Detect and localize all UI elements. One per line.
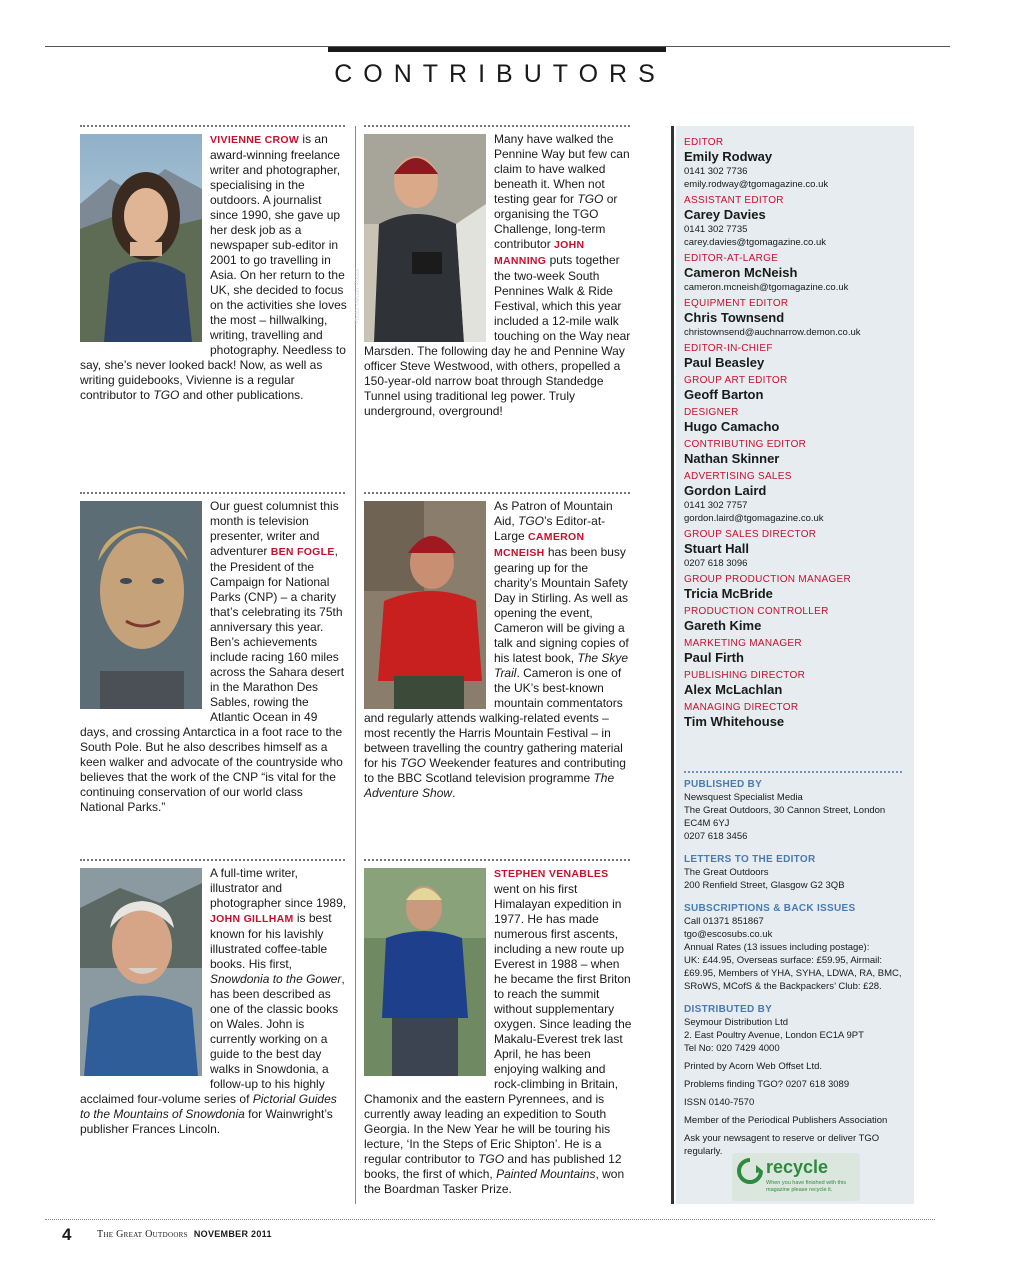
info-line: The Great Outdoors, 30 Cannon Street, London EC4M 6YJ [684, 805, 886, 829]
staff-entry [684, 406, 908, 435]
bio-text: . [452, 786, 456, 800]
dotted-rule [80, 125, 345, 127]
info-line: Newsquest Specialist Media [684, 792, 803, 803]
staff-entry [684, 297, 908, 339]
magazine-name: The Great Outdoors [97, 1229, 188, 1240]
staff-role: GROUP ART EDITOR [684, 375, 788, 386]
photo-vivienne-crow [80, 134, 202, 342]
staff-entry [684, 438, 908, 467]
recycle-logo [732, 1153, 860, 1201]
photo-john-manning [355, 134, 486, 342]
page-number: 4 [62, 1225, 72, 1244]
bio-italic: The Adventure Show [364, 771, 615, 800]
info-line: 0207 618 3456 [684, 831, 748, 842]
staff-role: EDITOR [684, 137, 724, 148]
page-title: CONTRIBUTORS [334, 60, 666, 88]
bio-text: , has been described as one of the classic books on Wales. John is currently working on a guide to the best day walks in Snowdonia, a follow-up to his highly acclaimed four-volume series of [80, 972, 345, 1106]
staff-role: DESIGNER [684, 407, 739, 418]
staff-list [684, 133, 908, 730]
bio-text: and has published 12 books, the first of which, [364, 1152, 622, 1181]
staff-role: EQUIPMENT EDITOR [684, 298, 789, 309]
info-line: 2. East Poultry Avenue, London EC1A 9PT [684, 1030, 864, 1041]
recycle-icon [736, 1157, 764, 1185]
section-heading: DISTRIBUTED BY [684, 1004, 773, 1015]
dotted-rule [364, 492, 630, 494]
contributor-name: CAMERON MCNEISH [494, 531, 585, 559]
bio-italic: TGO [518, 514, 545, 528]
staff-name: Nathan Skinner [684, 451, 780, 466]
staff-name: Hugo Camacho [684, 419, 780, 434]
bio-text: , the President of the Campaign for National Parks (CNP) – a charity that’s celebrating its 75th anniversary this year. Ben’s achievements include racing 160 miles across the Sahara desert in the Marathon Des Sables, rowing the Atlantic Ocean in 49 days, and crossing Antarctica in a foot race to the South Pole. But he also describes himself as a keen walker and advocate of the countryside who believes that the work of the CNP “is vital for the continuing conservation of our world class National Parks.” [80, 544, 345, 814]
bio-text: Many have walked the Pennine Way but few can claim to have walked beneath it. When not testing gear for [494, 132, 630, 206]
section-heading: LETTERS TO THE EDITOR [684, 854, 816, 865]
footer-rule [45, 1219, 935, 1220]
staff-phone: 0207 618 3096 [684, 558, 748, 569]
staff-entry [684, 669, 908, 698]
bio-text: and other publications. [179, 388, 304, 402]
bio-john-gillham [80, 866, 348, 1137]
contributor-name: VIVIENNE CROW [210, 134, 300, 146]
bio-cameron-mcneish [364, 499, 632, 801]
staff-role: PUBLISHING DIRECTOR [684, 670, 806, 681]
info-line: Member of the Periodical Publishers Association [684, 1115, 888, 1126]
bio-text: is an award-winning freelance writer and photographer, specialising in the outdoors. A journalist since 1990, she gave up her desk job as a newspaper sub-editor in 2001 to go travelling in Asia. On her return to the UK, she decided to focus on the activities she loves the most – hillwalking, writing, travelling and photography. Needless to say, she’s never looked back! Now, as well as writing guidebooks, Vivienne is a regular contributor to [80, 132, 347, 402]
photo-credit: Photo: Alistair Pooler [355, 268, 361, 324]
dotted-rule [80, 492, 345, 494]
staff-entry [684, 605, 908, 634]
staff-role: GROUP PRODUCTION MANAGER [684, 574, 852, 585]
bio-italic: The Skye Trail [494, 651, 629, 680]
bio-italic: Painted Mountains [496, 1167, 596, 1181]
staff-entry [684, 252, 908, 294]
staff-name: Emily Rodway [684, 149, 773, 164]
staff-phone: 0141 302 7735 [684, 224, 748, 235]
staff-phone: 0141 302 7736 [684, 166, 748, 177]
staff-role: GROUP SALES DIRECTOR [684, 529, 817, 540]
bio-italic: Pictorial Guides to the Mountains of Snowdonia [80, 1092, 337, 1121]
section-heading: SUBSCRIPTIONS & BACK ISSUES [684, 903, 856, 914]
staff-name: Cameron McNeish [684, 265, 798, 280]
bio-vivienne-crow [80, 132, 348, 403]
staff-entry [684, 470, 908, 525]
staff-role: MARKETING MANAGER [684, 638, 802, 649]
bio-italic: TGO [153, 388, 180, 402]
info-line: Ask your newsagent to reserve or deliver TGO regularly. [684, 1133, 880, 1157]
recycle-note: When you have finished with this magazine please recycle it. [766, 1180, 847, 1193]
info-line: ISSN 0140-7570 [684, 1097, 755, 1108]
recycle-word: recycle [766, 1157, 829, 1177]
info-line: Annual Rates (13 issues including postage): [684, 942, 870, 953]
bio-text: puts together the two-week South Pennines Walk & Ride Festival, which this year included a 12-mile walk touching on the Way near Marsden. The following day he and Pennine Way officer Steve Westwood, with others, propelled a 150-year-old narrow boat through Standedge Tunnel using traditional leg power. Truly underground, overground! [364, 253, 631, 418]
staff-email: christownsend@auchnarrow.demon.co.uk [684, 327, 861, 338]
dotted-rule [364, 125, 630, 127]
bio-text: , won the Boardman Tasker Prize. [364, 1167, 625, 1196]
staff-name: Alex McLachlan [684, 682, 783, 697]
staff-role: EDITOR-AT-LARGE [684, 253, 779, 264]
contributor-name: STEPHEN VENABLES [494, 868, 609, 880]
bio-italic: TGO [478, 1152, 505, 1166]
staff-entry [684, 342, 908, 371]
info-line: Printed by Acorn Web Offset Ltd. [684, 1061, 823, 1072]
bio-italic: Snowdonia to the Gower [210, 972, 342, 986]
publisher-info [684, 770, 908, 1158]
bio-text: As Patron of Mountain Aid, [494, 499, 613, 528]
photo-cameron-mcneish [364, 501, 486, 709]
staff-role: ASSISTANT EDITOR [684, 195, 784, 206]
info-line: tgo@escosubs.co.uk [684, 929, 773, 940]
bio-text: Our guest columnist this month is television presenter, writer and adventurer [210, 499, 339, 558]
bio-stephen-venables [364, 866, 632, 1197]
staff-entry [684, 194, 908, 249]
staff-entry [684, 637, 908, 666]
info-line: Call 01371 851867 [684, 916, 764, 927]
footer-magazine [97, 1229, 272, 1240]
staff-name: Stuart Hall [684, 541, 750, 556]
bio-text: for Wainwright’s publisher Frances Lincoln. [80, 1107, 333, 1136]
info-line: Seymour Distribution Ltd [684, 1017, 789, 1028]
info-line: 200 Renfield Street, Glasgow G2 3QB [684, 880, 845, 891]
bio-text: has been busy gearing up for the charity’s Mountain Safety Day in Stirling. As well as opening the event, Cameron will be giving a talk and signing copies of his latest book, [494, 545, 629, 665]
staff-role: EDITOR-IN-CHIEF [684, 343, 773, 354]
info-line: The Great Outdoors [684, 867, 769, 878]
bio-text: Weekender features and contributing to the BBC Scotland television programme [364, 756, 626, 785]
bio-text: A full-time writer, illustrator and photographer since 1989, [210, 866, 347, 910]
bio-text: went on his first Himalayan expedition in 1977. He has made numerous first ascents, including a new route up Everest in 1988 – when he became the first Briton to reach the summit without supplementary oxygen. Since leading the Makalu-Everest trek last April, he has been enjoying walking and rock-climbing in Britain, Chamonix and the eastern Pyrennees, and is currently away leading an expedition to South Georgia. In the New Year he will be touring his lecture, ‘In the Steps of Eric Shipton’. He is a regular contributor to [364, 882, 632, 1166]
photo-john-gillham [80, 868, 202, 1076]
staff-email: gordon.laird@tgomagazine.co.uk [684, 513, 824, 524]
staff-phone: 0141 302 7757 [684, 500, 748, 511]
sidebar-rule [671, 126, 674, 1204]
staff-name: Paul Beasley [684, 355, 765, 370]
dotted-rule [364, 859, 630, 861]
staff-entry [684, 136, 908, 191]
bio-john-manning [355, 132, 632, 419]
info-line: Problems finding TGO? 0207 618 3089 [684, 1079, 850, 1090]
staff-name: Geoff Barton [684, 387, 764, 402]
contributor-name: JOHN MANNING [494, 239, 585, 267]
bio-text: or organising the TGO Challenge, long-term contributor [494, 192, 618, 251]
bio-text: . Cameron is one of the UK’s best-known mountain commentators and regularly attends walking-related events – most recently the Harris Mountain Festival – in between travelling the country gathering material for his [364, 666, 623, 770]
staff-email: cameron.mcneish@tgomagazine.co.uk [684, 282, 849, 293]
staff-name: Tim Whitehouse [684, 714, 785, 729]
staff-name: Gareth Kime [684, 618, 762, 633]
staff-role: MANAGING DIRECTOR [684, 702, 799, 713]
issue-date: NOVEMBER 2011 [193, 1229, 272, 1239]
info-line: Tel No: 020 7429 4000 [684, 1043, 780, 1054]
staff-email: emily.rodway@tgomagazine.co.uk [684, 179, 829, 190]
staff-name: Paul Firth [684, 650, 744, 665]
photo-ben-fogle [80, 501, 202, 709]
bio-italic: TGO [400, 756, 427, 770]
staff-name: Tricia McBride [684, 586, 773, 601]
staff-name: Chris Townsend [684, 310, 785, 325]
dotted-rule [80, 859, 345, 861]
bio-ben-fogle [80, 499, 348, 815]
info-line: UK: £44.95, Overseas surface: £59.95, Airmail: £69.95, Members of YHA, SYHA, LDWA, RA, BMC, SRoWS, MCofS & the Backpackers’ Club: £28. [684, 955, 902, 992]
staff-entry [684, 374, 908, 403]
title-bar [328, 47, 666, 52]
staff-role: ADVERTISING SALES [684, 471, 792, 482]
contributor-name: BEN FOGLE [270, 546, 335, 558]
contributor-name: JOHN GILLHAM [210, 913, 294, 925]
bio-text: ’s Editor-at-Large [494, 514, 606, 543]
photo-stephen-venables [364, 868, 486, 1076]
staff-email: carey.davies@tgomagazine.co.uk [684, 237, 827, 248]
bio-italic: TGO [577, 192, 604, 206]
staff-entry [684, 573, 908, 602]
staff-role: CONTRIBUTING EDITOR [684, 439, 807, 450]
staff-name: Gordon Laird [684, 483, 767, 498]
staff-entry [684, 701, 908, 730]
bio-text: is best known for his lavishly illustrated coffee-table books. His first, [210, 911, 332, 971]
staff-role: PRODUCTION CONTROLLER [684, 606, 829, 617]
section-heading: PUBLISHED BY [684, 779, 763, 790]
staff-entry [684, 528, 908, 570]
staff-name: Carey Davies [684, 207, 766, 222]
